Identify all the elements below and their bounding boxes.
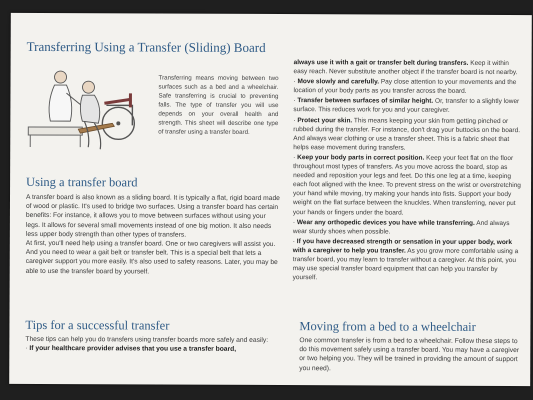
tip-bold: Move slowly and carefully. (297, 78, 380, 86)
transfer-illustration (26, 63, 144, 156)
tip-text: This means keeping your skin from getting pinched or rubbed during the transfer. For instance, don't drag your buttocks on the board. And always wear clothing or use a transfer sheet. This is a fabric sheet that helps ease movement during transfers. (293, 116, 521, 152)
list-item: · Protect your skin. This means keeping your skin from getting pinched or rubbed during the transfer. For instance, don't drag your buttocks on the board. And always wear clothing or use a transfer sheet. This is a fabric sheet that helps ease movement during transfers. (293, 116, 521, 152)
document-sheet (9, 13, 532, 386)
section-heading-transfer-board: Using a transfer board (26, 174, 138, 190)
list-item: · If your healthcare provider advises that you use a transfer board, (25, 345, 237, 354)
tip-text: As you grow more comfortable using a transfer board, you may learn to transfer without a caregiver. At this point, you may use special transfer board equipment that can help you transfer by yourself. (292, 247, 519, 282)
tip-bold: Keep your body parts in correct position. (297, 154, 425, 162)
tip-bold: If you have decreased strength or sensation in your upper body, work with a caregiver to help you transfer. (292, 237, 512, 255)
tip-bold: always use it with a gait or transfer belt during transfers. (293, 59, 469, 67)
list-item: · Move slowly and carefully. Pay close attention to your movements and the location of your body parts as you transfer across the board. (293, 78, 517, 96)
document-title: Transferring Using a Transfer (Sliding) Board (26, 38, 266, 55)
list-item: · Wear any orthopedic devices you have while transferring. And always wear sturdy shoes when possible. (292, 218, 510, 236)
list-item: · Transfer between surfaces of similar height. Or, transfer to a slightly lower surface. This reduces work for you and your caregiver. (293, 97, 520, 115)
tip-text: Pay close attention to your movements and the location of your body parts as you transfer across the board. (293, 78, 517, 96)
tip-bold: Transfer between surfaces of similar height. (297, 97, 434, 106)
tip-text: Or, transfer to a slightly lower surface. This reduces work for you and your caregiver. (293, 98, 520, 115)
tip-text: Keep your feet flat on the floor throughout most types of transfers. As you move across the board, stop as needed and reposition your legs and feet. Do this one leg at a time, keeping each foot aligned with the knee. To prevent stress on the wrist or overstretching your hand while moving, try making your hands into fists. Support your body weight on the flat surface between the knuckles. When transferring, never put your hands or fingers under the board. (292, 154, 521, 217)
paragraph: At first, you'll need help using a transfer board. One or two caregivers will assist you. And you need to wear a gait belt or transfer belt. This is a special belt that lets a caregiver support you more easily. It's also used to safety reasons. Later, you may be able to use the transfer board by yourself. (25, 239, 278, 276)
intro-paragraph: Transferring means moving between two surfaces such as a bed and a wheelchair. Safe transferring is crucial to preventing falls. The type of transfer you will use depends on your overall health and strength. This sheet will describe one type of transfer using a transfer board. (158, 74, 279, 136)
section-heading-tips: Tips for a successful transfer (25, 317, 170, 333)
tip-text: And always wear sturdy shoes when possible. (292, 219, 510, 236)
transfer-board-section (26, 193, 280, 277)
tip-bold: Wear any orthopedic devices you have while transferring. (296, 218, 475, 227)
paragraph: A transfer board is also known as a sliding board. It is typically a flat, rigid board made of wood or plastic. It's used to bridge two surfaces. Using a transfer board has certain benefits: For instance, it allows you to move between surfaces without using your legs. It allows for several small movements instead of one big motion. It also needs less upper body strength than other types of transfers. (25, 193, 280, 239)
list-item (294, 58, 524, 77)
tip-text: Keep it within easy reach. Never substitute another object if the transfer board is not nearby. (293, 59, 518, 77)
list-item: · Keep your body parts in correct position. Keep your feet flat on the floor throughout most types of transfers. As you move across the board, stop as needed and reposition your legs and feet. Do this one leg at a time, keeping each foot aligned with the knee. To prevent stress on the wrist or overstretching your hand while moving, try making your hands into fists. Support your body weight on the flat surface between the knuckles. When transferring, never put your hands or fingers under the board. (292, 154, 521, 217)
paragraph: These tips can help you do transfers using transfer boards more safely and easily: (25, 335, 269, 344)
list-item: · If you have decreased strength or sensation in your upper body, work with a caregiver to help you transfer. As you grow more comfortable using a transfer board, you may learn to transfer without a caregiver. At this point, you may use special transfer board equipment that can help you transfer by yourself. (292, 237, 519, 282)
paragraph: One common transfer is from a bed to a wheelchair. Follow these steps to do this movement safely using a transfer board. You may have a caregiver or two helping you. They will be trained in providing the amount of support you need). (299, 337, 520, 372)
tip-bold: Protect your skin. (297, 116, 353, 124)
tips-section (25, 335, 279, 355)
right-column-text (293, 58, 524, 284)
tip-bold: If your healthcare provider advises that you use a transfer board, (29, 345, 237, 354)
section-heading-bed-to-wheelchair: Moving from a bed to a wheelchair (299, 319, 476, 334)
